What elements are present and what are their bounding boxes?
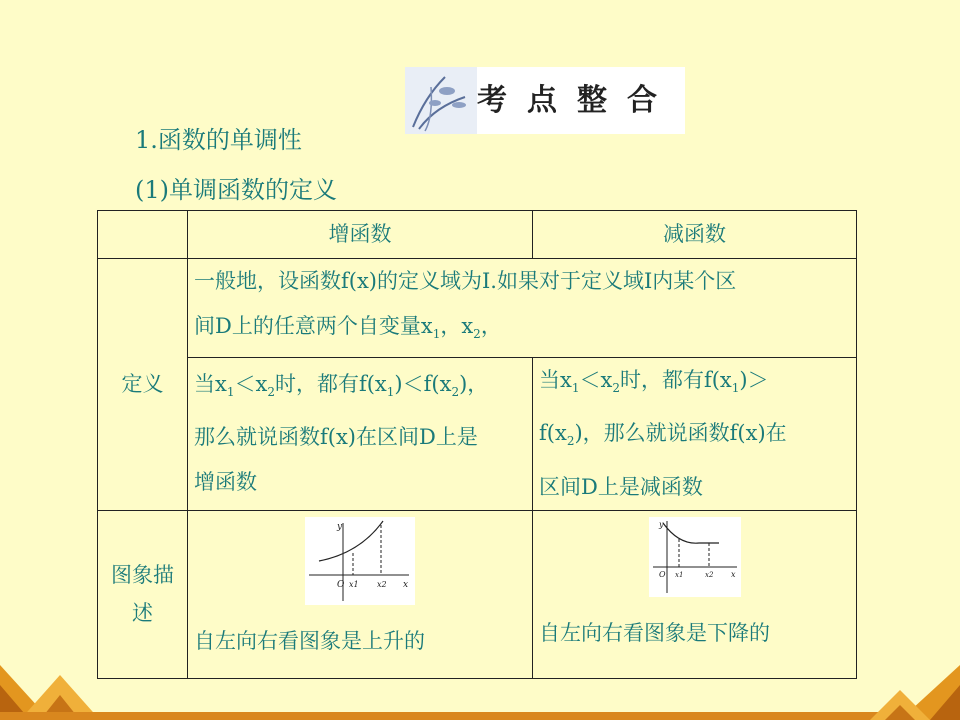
definition-line: 一般地，设函数f(x)的定义域为I.如果对于定义域I内某个区 [194,269,737,293]
orchid-decoration-icon [405,67,477,134]
decreasing-graph-cell [533,510,857,678]
svg-text:y: y [337,521,343,532]
banner-char: 考 [477,83,507,118]
definition-line: $f(x_2)$，那么就说函数f(x)在 [539,421,787,449]
shared-definition-cell [188,259,857,358]
bottom-right-decoration [860,665,960,720]
table-header-cell: 增函数 [188,211,533,259]
increasing-graph-cell [188,510,533,678]
bottom-bar [0,712,960,720]
decreasing-graph-description: 自左向右看图象是下降的 [539,620,770,645]
section-heading: 1.函数的单调性 [135,126,302,154]
svg-text:x1: x1 [349,579,359,589]
table-row [98,358,857,510]
banner-title [471,81,663,121]
definition-line: 间D上的任意两个自变量$x_1$，$x_2$， [194,314,502,342]
svg-text:O: O [658,569,666,579]
definition-line: 增函数 [194,470,257,495]
table-row [98,259,857,358]
definition-table [97,210,857,679]
table-header-cell: 减函数 [533,211,857,259]
decreasing-function-graph [649,517,741,597]
svg-text:y: y [658,519,664,529]
bottom-left-decoration [0,655,120,720]
table-header-cell [98,211,188,259]
definition-line: 那么就说函数f(x)在区间D上是 [194,425,478,450]
subsection-heading: (1)单调函数的定义 [135,176,337,204]
banner-char: 合 [627,83,657,118]
increasing-function-graph [305,517,415,605]
row-label-graph: 图象描 述 [98,510,188,678]
increasing-definition-cell [188,358,533,510]
definition-line: 当$x_1<x_2$时，都有$f(x_1)<f(x_2)$， [194,372,489,400]
table-row [98,510,857,678]
banner-char: 整 [577,83,607,118]
svg-text:x: x [730,569,736,579]
svg-text:x2: x2 [377,579,387,589]
increasing-graph-description: 自左向右看图象是上升的 [194,628,425,653]
svg-text:O: O [337,579,345,590]
svg-text:x: x [403,579,409,590]
table-header-row [98,211,857,259]
definition-line: 区间D上是减函数 [539,474,703,499]
svg-text:x2: x2 [704,570,713,579]
definition-line: 当$x_1<x_2$时，都有$f(x_1)>$ [539,368,769,396]
decreasing-definition-cell [533,358,857,510]
row-label-definition: 定义 [98,259,188,511]
banner-char: 点 [527,83,557,118]
svg-text:x1: x1 [674,570,683,579]
title-banner [405,67,685,134]
